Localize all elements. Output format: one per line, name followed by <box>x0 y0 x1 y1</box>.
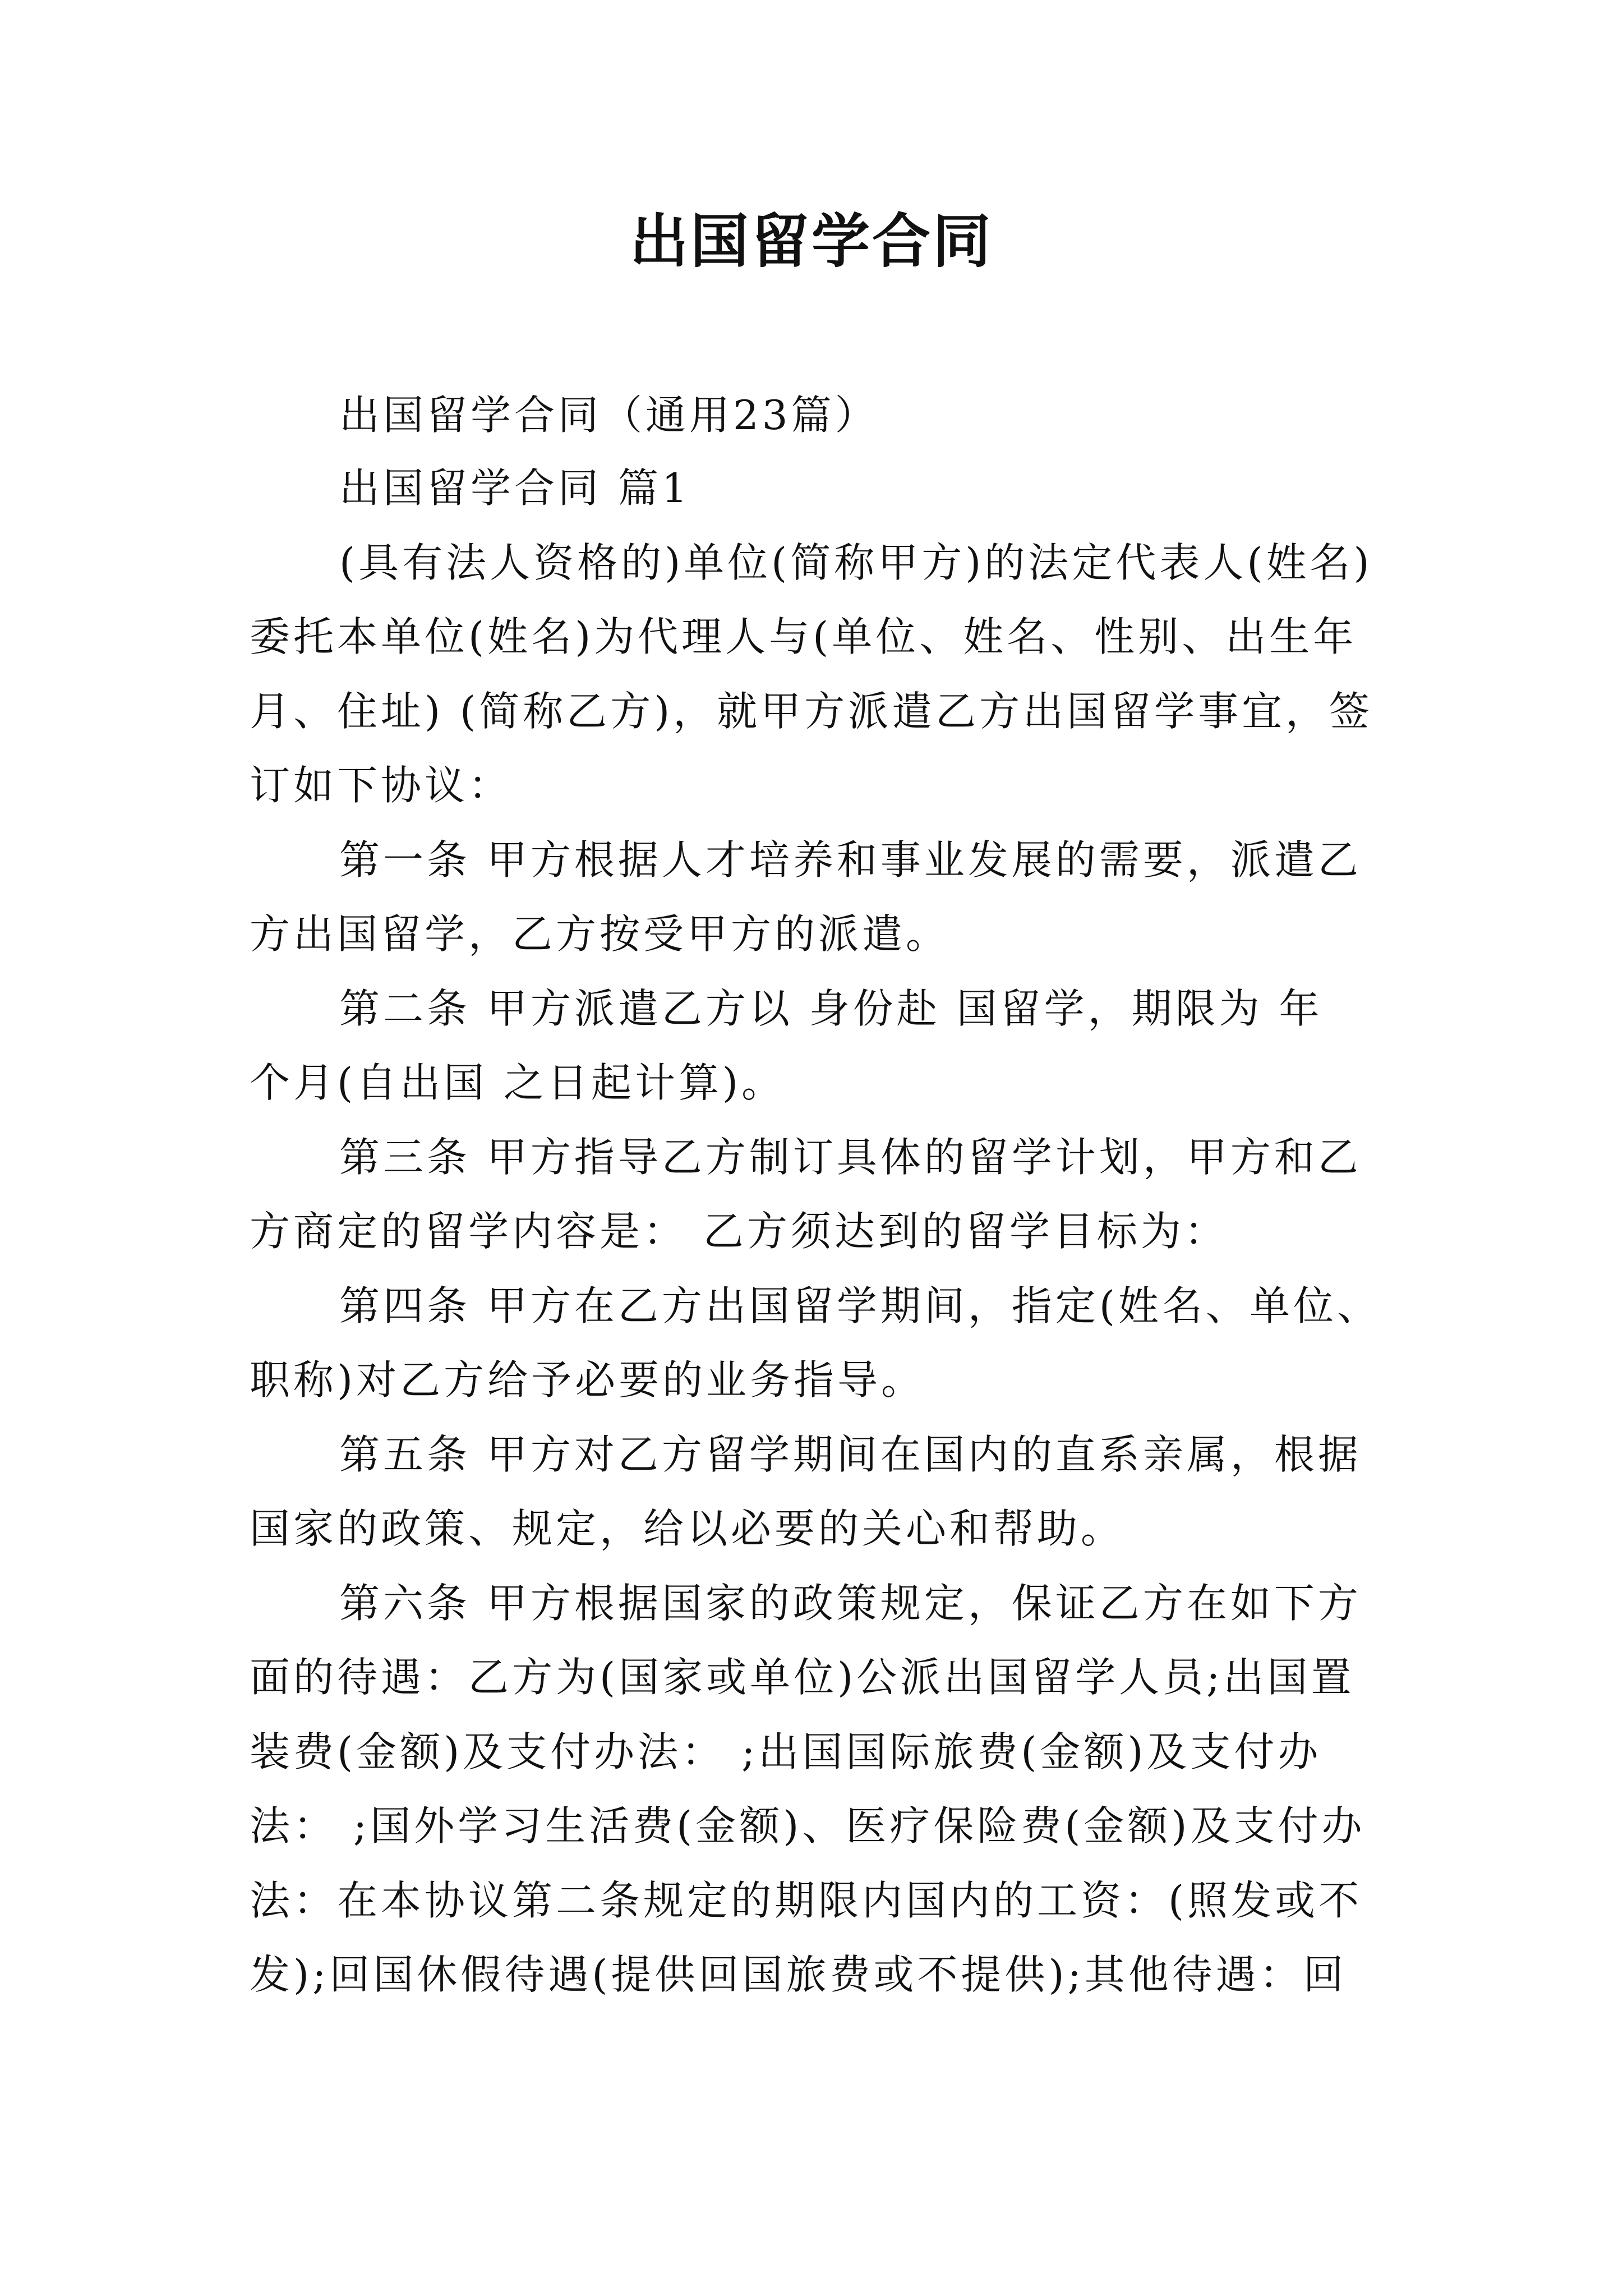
paragraph-line: 法：在本协议第二条规定的期限内国内的工资：(照发或不 <box>250 1877 1363 1924</box>
paragraph-line: 方出国留学，乙方按受甲方的派遣。 <box>250 910 950 958</box>
paragraph-line: 第一条 甲方根据人才培养和事业发展的需要，派遣乙 <box>339 836 1362 884</box>
paragraph-line: 面的待遇：乙方为(国家或单位)公派出国留学人员;出国置 <box>250 1654 1355 1701</box>
paragraph-line: 第二条 甲方派遣乙方以 身份赴 国留学，期限为 年 <box>339 985 1323 1032</box>
paragraph-line: 装费(金额)及支付办法： ;出国国际旅费(金额)及支付办 <box>250 1728 1322 1775</box>
paragraph-line: 国家的政策、规定，给以必要的关心和帮助。 <box>250 1505 1125 1552</box>
paragraph-line: 方商定的留学内容是： 乙方须达到的留学目标为： <box>250 1208 1228 1255</box>
paragraph-line: 月、住址) (简称乙方)，就甲方派遣乙方出国留学事宜，签 <box>250 688 1373 735</box>
paragraph-line: 委托本单位(姓名)为代理人与(单位、姓名、性别、出生年 <box>250 613 1357 660</box>
paragraph-line: 第四条 甲方在乙方出国留学期间，指定(姓名、单位、 <box>339 1282 1381 1329</box>
paragraph-line: 个月(自出国 之日起计算)。 <box>250 1059 786 1106</box>
document-title: 出国留学合同 <box>629 206 993 275</box>
paragraph-line: 职称)对乙方给予必要的业务指导。 <box>250 1356 925 1404</box>
subtitle-line: 出国留学合同（通用23篇） <box>339 392 879 439</box>
paragraph-line: (具有法人资格的)单位(简称甲方)的法定代表人(姓名) <box>339 539 1373 586</box>
paragraph-line: 第六条 甲方根据国家的政策规定，保证乙方在如下方 <box>339 1580 1362 1627</box>
paragraph-line: 第三条 甲方指导乙方制订具体的留学计划，甲方和乙 <box>339 1134 1362 1181</box>
paragraph-line: 第五条 甲方对乙方留学期间在国内的直系亲属，根据 <box>339 1431 1362 1478</box>
paragraph-line: 发);回国休假待遇(提供回国旅费或不提供);其他待遇：回 <box>250 1951 1347 1998</box>
paragraph-line: 订如下协议： <box>250 762 513 809</box>
section-heading: 出国留学合同 篇1 <box>339 464 691 512</box>
paragraph-line: 法： ;国外学习生活费(金额)、医疗保险费(金额)及支付办 <box>250 1802 1366 1849</box>
